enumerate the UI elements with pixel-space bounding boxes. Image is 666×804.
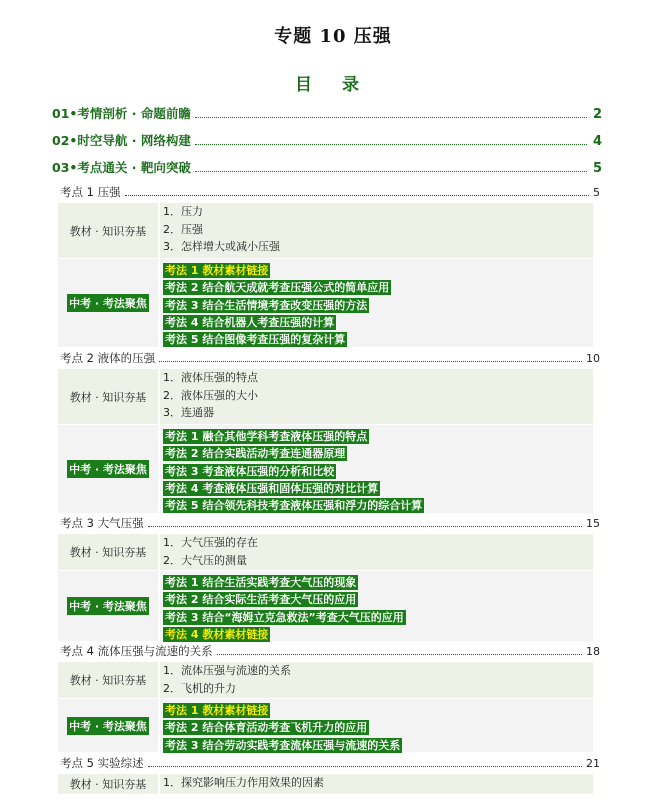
method-item[interactable]: 考法 4 教材素材链接 bbox=[165, 627, 269, 641]
method-item[interactable]: 考法 2 结合体育活动考查飞机升力的应用 bbox=[165, 721, 368, 735]
section-title: 考点 5 实验综述 bbox=[60, 756, 144, 770]
section-page: 5 bbox=[593, 186, 600, 199]
knowledge-block-3 bbox=[58, 534, 593, 570]
page-title: 专题 10 压强 bbox=[274, 26, 392, 47]
method-item[interactable]: 考法 1 融合其他学科考查液体压强的特点 bbox=[165, 430, 368, 443]
method-label: 中考 · 考法聚焦 bbox=[67, 717, 149, 735]
method-item[interactable]: 考法 5 结合领先科技考查液体压强和浮力的综合计算 bbox=[165, 499, 423, 513]
knowledge-item[interactable]: 3．怎样增大或减小压强 bbox=[163, 240, 280, 253]
toc-entry-page: 4 bbox=[592, 134, 602, 149]
section-heading-2[interactable] bbox=[60, 350, 600, 366]
method-item[interactable]: 考法 5 结合图像考查压强的复杂计算 bbox=[165, 333, 346, 347]
knowledge-block-2 bbox=[58, 369, 593, 424]
toc-heading: 目 录 bbox=[295, 75, 371, 95]
method-item[interactable]: 考法 2 结合航天成就考查压强公式的简单应用 bbox=[165, 281, 390, 295]
toc-entry-page: 2 bbox=[592, 107, 602, 122]
knowledge-item[interactable]: 2．大气压的测量 bbox=[163, 553, 247, 567]
toc-entry-02[interactable] bbox=[52, 131, 602, 149]
knowledge-item[interactable]: 2．压强 bbox=[163, 222, 203, 236]
section-page: 21 bbox=[586, 757, 600, 770]
section-heading-4[interactable] bbox=[60, 643, 600, 659]
dot-leader bbox=[217, 654, 582, 655]
method-item[interactable]: 考法 4 结合机器人考查压强的计算 bbox=[165, 315, 335, 329]
section-heading-3[interactable] bbox=[60, 515, 600, 531]
knowledge-item[interactable]: 1．流体压强与流速的关系 bbox=[163, 664, 291, 677]
method-block-1 bbox=[58, 259, 593, 347]
knowledge-item[interactable]: 2．飞机的升力 bbox=[163, 681, 236, 695]
section-page: 10 bbox=[586, 352, 600, 365]
toc-entry-label: 03•考点通关 · 靶向突破 bbox=[52, 160, 191, 175]
method-label: 中考 · 考法聚焦 bbox=[67, 597, 149, 615]
knowledge-item[interactable]: 2．液体压强的大小 bbox=[163, 388, 258, 402]
method-item[interactable]: 考法 1 结合生活实践考查大气压的现象 bbox=[165, 576, 357, 589]
section-title: 考点 3 大气压强 bbox=[60, 516, 144, 530]
toc-entry-label: 02•时空导航 · 网络构建 bbox=[52, 133, 191, 148]
knowledge-item[interactable]: 1．大气压强的存在 bbox=[163, 536, 258, 549]
knowledge-label: 教材 · 知识夯基 bbox=[69, 390, 147, 404]
knowledge-label: 教材 · 知识夯基 bbox=[69, 674, 147, 687]
dot-leader bbox=[195, 171, 587, 172]
knowledge-item[interactable]: 1．液体压强的特点 bbox=[163, 371, 258, 384]
knowledge-item[interactable]: 1．探究影响压力作用效果的因素 bbox=[163, 776, 324, 789]
section-heading-1[interactable] bbox=[60, 184, 600, 200]
section-title: 考点 1 压强 bbox=[60, 185, 121, 199]
method-item[interactable]: 考法 3 结合生活情境考查改变压强的方法 bbox=[165, 298, 368, 312]
method-block-2 bbox=[58, 425, 593, 513]
knowledge-label: 教材 · 知识夯基 bbox=[69, 224, 147, 238]
section-page: 15 bbox=[586, 517, 600, 530]
toc-entry-label: 01•考情剖析 · 命题前瞻 bbox=[52, 106, 191, 121]
toc-entry-03[interactable] bbox=[52, 158, 602, 176]
method-label: 中考 · 考法聚焦 bbox=[67, 460, 149, 478]
dot-leader bbox=[148, 526, 582, 527]
method-item[interactable]: 考法 2 结合实际生活考查大气压的应用 bbox=[165, 593, 357, 607]
section-heading-5[interactable] bbox=[60, 755, 600, 771]
knowledge-block-1 bbox=[58, 203, 593, 258]
toc-entry-page: 5 bbox=[592, 161, 602, 176]
section-title: 考点 4 流体压强与流速的关系 bbox=[60, 644, 213, 658]
method-item[interactable]: 考法 2 结合实践活动考查连通器原理 bbox=[165, 447, 346, 461]
dot-leader bbox=[148, 766, 582, 767]
method-item[interactable]: 考法 1 教材素材链接 bbox=[165, 264, 269, 277]
knowledge-item[interactable]: 1．压力 bbox=[163, 205, 203, 218]
method-item[interactable]: 考法 3 结合劳动实践考查流体压强与流速的关系 bbox=[165, 738, 401, 752]
dot-leader bbox=[159, 361, 582, 362]
method-item[interactable]: 考法 1 教材素材链接 bbox=[165, 704, 269, 717]
dot-leader bbox=[125, 195, 589, 196]
method-item[interactable]: 考法 3 结合“海姆立克急救法”考查大气压的应用 bbox=[165, 610, 404, 624]
method-item[interactable]: 考法 3 考查液体压强的分析和比较 bbox=[165, 464, 335, 478]
section-title: 考点 2 液体的压强 bbox=[60, 351, 156, 365]
method-label: 中考 · 考法聚焦 bbox=[67, 294, 149, 312]
knowledge-block-5 bbox=[58, 774, 593, 794]
knowledge-item[interactable]: 3．连通器 bbox=[163, 406, 214, 419]
toc-entry-01[interactable] bbox=[52, 104, 602, 122]
method-item[interactable]: 考法 4 考查液体压强和固体压强的对比计算 bbox=[165, 481, 379, 495]
knowledge-label: 教材 · 知识夯基 bbox=[69, 778, 147, 791]
knowledge-label: 教材 · 知识夯基 bbox=[69, 546, 147, 559]
dot-leader bbox=[195, 144, 587, 145]
dot-leader bbox=[195, 117, 587, 118]
section-page: 18 bbox=[586, 645, 600, 658]
knowledge-block-4 bbox=[58, 662, 593, 698]
method-block-4 bbox=[58, 699, 593, 752]
method-block-3 bbox=[58, 571, 593, 641]
